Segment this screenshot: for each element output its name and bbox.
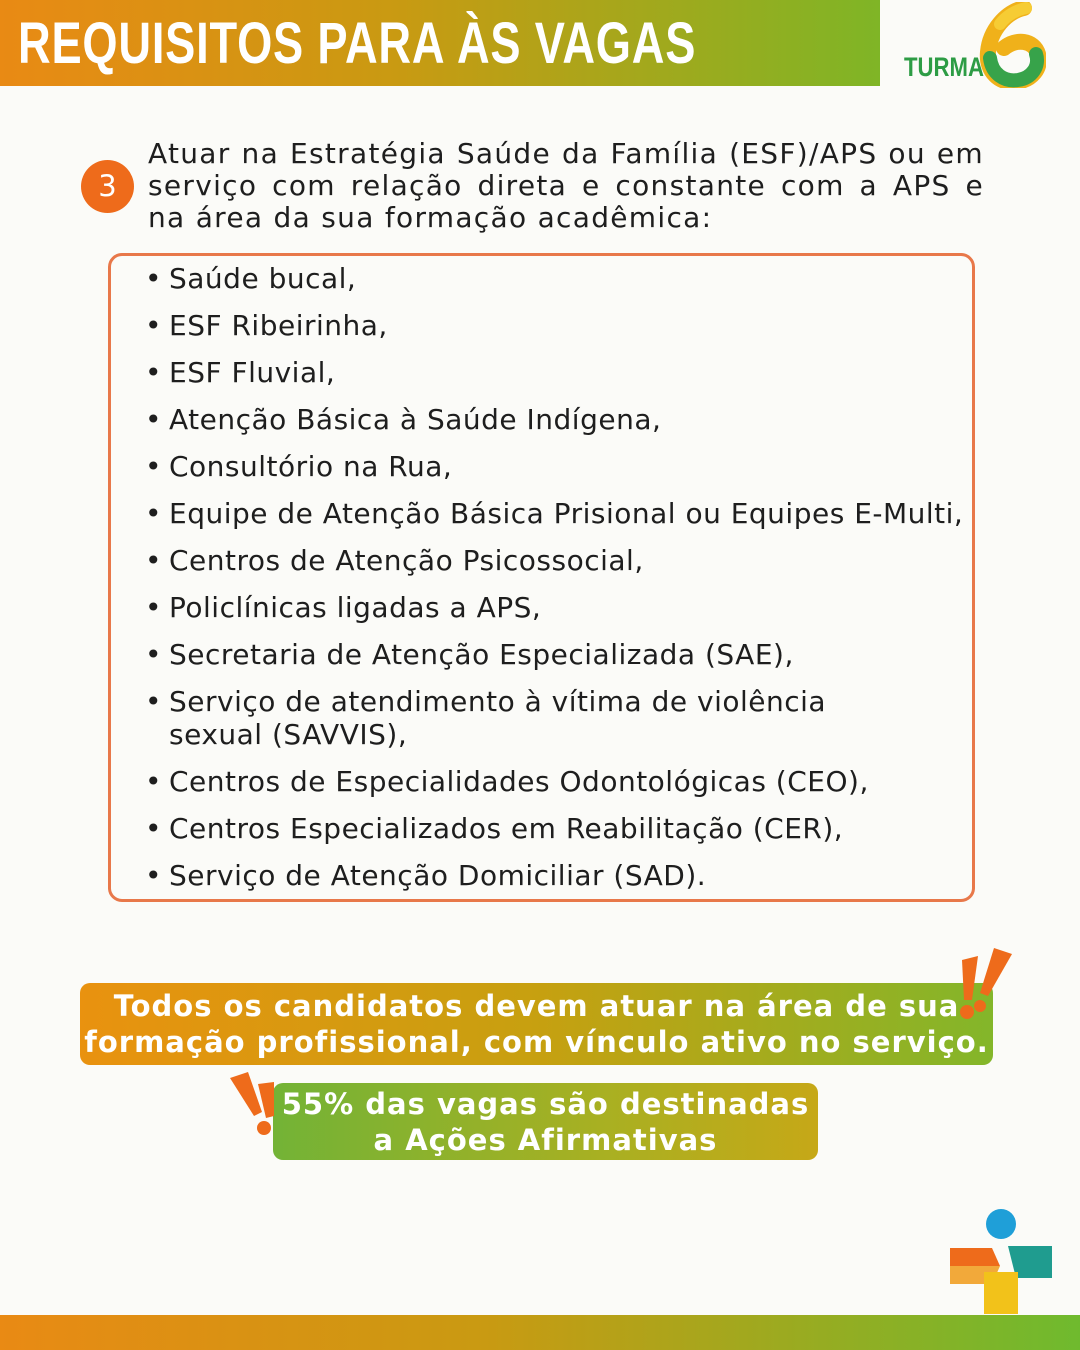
bullet-icon: • bbox=[145, 309, 163, 342]
list-item bbox=[145, 638, 969, 671]
list-item bbox=[145, 591, 969, 624]
list-item bbox=[145, 309, 969, 342]
list-item-label: Serviço de Atenção Domiciliar (SAD). bbox=[169, 859, 707, 892]
requirement-note-banner bbox=[80, 983, 993, 1065]
list-item-label: Centros Especializados em Reabilitação (CER), bbox=[169, 812, 844, 845]
bullet-icon: • bbox=[145, 497, 163, 530]
list-item-label: Centros de Atenção Psicossocial, bbox=[169, 544, 644, 577]
list-item-label: ESF Ribeirinha, bbox=[169, 309, 388, 342]
health-cross-logo-icon bbox=[948, 1208, 1054, 1314]
bullet-icon: • bbox=[145, 591, 163, 624]
list-item bbox=[145, 765, 969, 798]
step-number-badge: 3 bbox=[81, 160, 134, 213]
list-item-label: ESF Fluvial, bbox=[169, 356, 336, 389]
list-item bbox=[145, 497, 969, 530]
note-line-1: Todos os candidatos devem atuar na área de sua bbox=[113, 989, 960, 1023]
brand-turma-label: TURMA bbox=[904, 52, 984, 82]
bullet-icon: • bbox=[145, 685, 163, 718]
list-item-label: Centros de Especialidades Odontológicas (CEO), bbox=[169, 765, 869, 798]
list-item-label: Consultório na Rua, bbox=[169, 450, 453, 483]
bullet-icon: • bbox=[145, 544, 163, 577]
bullet-icon: • bbox=[145, 765, 163, 798]
footer-bar bbox=[0, 1315, 1080, 1350]
list-item bbox=[145, 812, 969, 845]
step-description: Atuar na Estratégia Saúde da Família (ESF)/APS ou em serviço com relação direta e constante com a APS e na área da sua formação acadêmica: bbox=[148, 137, 984, 234]
list-item bbox=[145, 859, 969, 892]
list-item-label: Atenção Básica à Saúde Indígena, bbox=[169, 403, 662, 436]
turma-6-logo-icon bbox=[976, 2, 1046, 88]
bullet-icon: • bbox=[145, 812, 163, 845]
list-item-label: Saúde bucal, bbox=[169, 262, 357, 295]
list-item bbox=[145, 685, 929, 751]
quota-line-2: a Ações Afirmativas bbox=[373, 1123, 718, 1157]
list-item bbox=[145, 356, 969, 389]
bullet-icon: • bbox=[145, 638, 163, 671]
bullet-icon: • bbox=[145, 450, 163, 483]
list-item bbox=[145, 262, 969, 295]
list-item bbox=[145, 450, 969, 483]
list-item bbox=[145, 544, 969, 577]
list-item bbox=[145, 403, 969, 436]
list-item-label: Equipe de Atenção Básica Prisional ou Equipes E-Multi, bbox=[169, 497, 964, 530]
quota-line-1: 55% das vagas são destinadas bbox=[281, 1087, 810, 1121]
bullet-icon: • bbox=[145, 403, 163, 436]
exclamation-marks-icon bbox=[948, 944, 1018, 1024]
exclamation-marks-icon bbox=[226, 1068, 298, 1140]
bullet-icon: • bbox=[145, 262, 163, 295]
services-list-box bbox=[108, 253, 975, 902]
bullet-icon: • bbox=[145, 356, 163, 389]
affirmative-actions-banner bbox=[273, 1083, 818, 1160]
page-title: REQUISITOS PARA ÀS VAGAS bbox=[18, 11, 697, 76]
list-item-label: Secretaria de Atenção Especializada (SAE), bbox=[169, 638, 794, 671]
note-line-2: formação profissional, com vínculo ativo no serviço. bbox=[84, 1025, 989, 1059]
list-item-label: Policlínicas ligadas a APS, bbox=[169, 591, 542, 624]
list-item-label: Serviço de atendimento à vítima de violência sexual (SAVVIS), bbox=[169, 685, 827, 751]
bullet-icon: • bbox=[145, 859, 163, 892]
